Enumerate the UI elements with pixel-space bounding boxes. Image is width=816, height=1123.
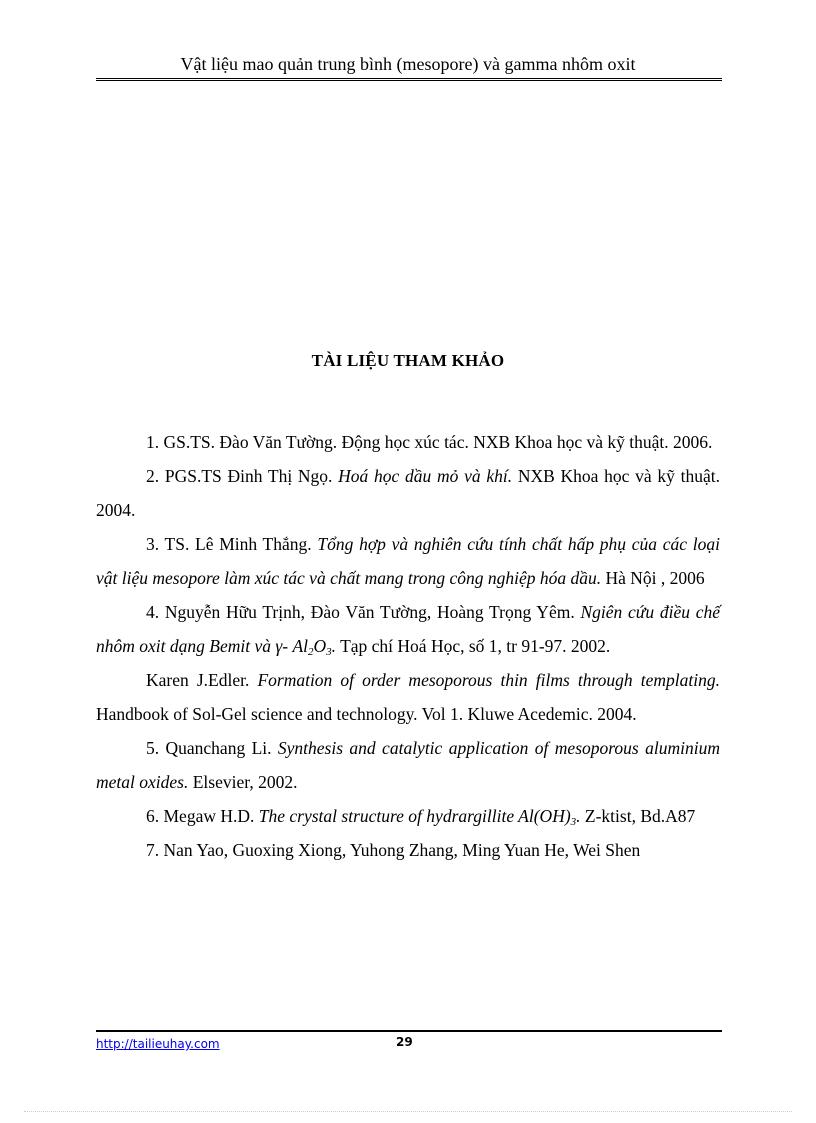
reference-item: 3. TS. Lê Minh Thắng. Tổng hợp và nghiên cứu tính chất hấp phụ của các loại vật liệu mesopore làm xúc tác và chất mang trong công nghiệp hóa dầu. Hà Nội , 2006 xyxy=(96,534,720,588)
reference-item: 6. Megaw H.D. The crystal structure of hydrargillite $Al(OH)_3$. Z-ktist, Bd.A87 xyxy=(146,806,696,828)
header-divider xyxy=(96,78,722,81)
references-heading: TÀI LIỆU THAM KHẢO xyxy=(311,351,505,370)
reference-item: 1. GS.TS. Đào Văn Tường. Động học xúc tác. NXB Khoa học và kỹ thuật. 2006. xyxy=(146,432,713,452)
footer-website-link[interactable]: http://tailieuhay.com xyxy=(96,1037,220,1051)
page-bottom-border xyxy=(24,1111,792,1112)
reference-item: Karen J.Edler. Formation of order mesoporous thin films through templating. Handbook of Sol-Gel science and technology. Vol 1. Kluwe Acedemic. 2004. xyxy=(96,670,720,724)
reference-item: 2. PGS.TS Đinh Thị Ngọ. Hoá học dầu mỏ và khí. NXB Khoa học và kỹ thuật. 2004. xyxy=(96,466,720,520)
reference-item: 5. Quanchang Li. Synthesis and catalytic application of mesoporous aluminium metal oxides. Elsevier, 2002. xyxy=(96,738,720,792)
reference-item: 4. Nguyễn Hữu Trịnh, Đào Văn Tường, Hoàng Trọng Yêm. Ngiên cứu điều chế nhôm oxit dạng Bemit và γ- $Al_2O_3$. Tạp chí Hoá Học, số 1, tr 91-97. 2002. xyxy=(96,602,721,658)
page-header-title: Vật liệu mao quản trung bình (mesopore) và gamma nhôm oxit xyxy=(180,54,636,74)
page-number: 29 xyxy=(396,1035,413,1049)
reference-item: 7. Nan Yao, Guoxing Xiong, Yuhong Zhang, Ming Yuan He, Wei Shen xyxy=(146,840,641,860)
references-list xyxy=(96,425,720,867)
footer-divider xyxy=(96,1030,722,1032)
